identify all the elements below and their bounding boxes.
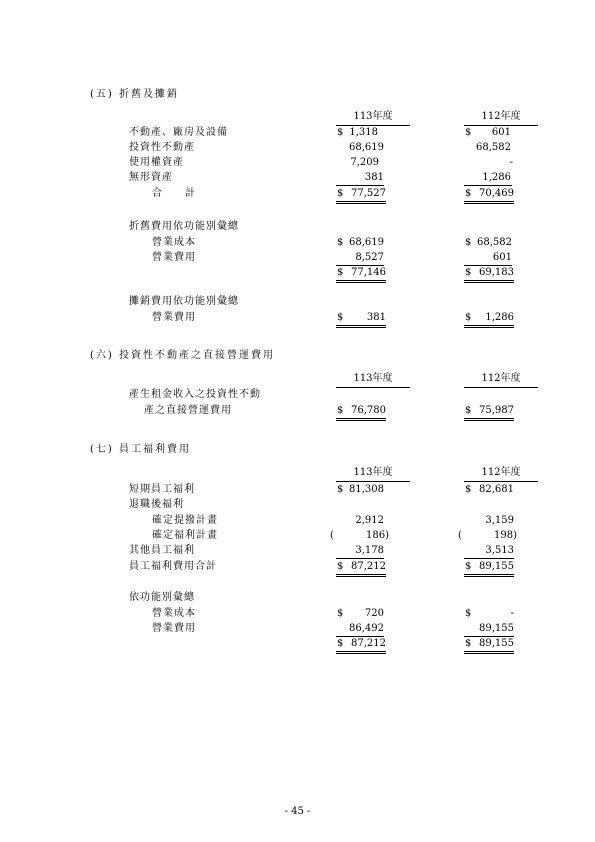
year-header-prior: 112年度 <box>481 111 521 122</box>
subtotal-rule <box>336 558 384 559</box>
currency-sign: $ <box>465 608 472 619</box>
year-header-current: 113年度 <box>353 111 393 122</box>
amount-current: 1,318 <box>349 127 378 138</box>
total-double-rule <box>464 325 514 328</box>
currency-sign: $ <box>465 638 472 649</box>
row-label: 確定提撥計畫 <box>152 515 218 526</box>
year-header-prior: 112年度 <box>481 467 521 478</box>
row-label: 使用權資產 <box>129 157 184 168</box>
row-label: 營業費用 <box>152 252 196 263</box>
amount-prior: 601 <box>492 252 512 263</box>
total-double-rule <box>464 201 514 204</box>
row-label: 營業成本 <box>152 608 196 619</box>
amount-current: 68,619 <box>349 237 384 248</box>
amount-prior: 75,987 <box>479 405 514 416</box>
currency-sign: $ <box>337 267 344 278</box>
page-number: - 45 - <box>284 806 311 817</box>
open-paren: ( <box>330 530 334 541</box>
amount-prior: 82,681 <box>479 484 514 495</box>
row-label: 營業成本 <box>152 237 196 248</box>
row-label: 投資性不動產 <box>129 142 195 153</box>
currency-sign: $ <box>337 561 344 572</box>
amount-prior: 68,582 <box>476 142 511 153</box>
amount-current: 186) <box>366 530 389 541</box>
amount-current: 381 <box>364 172 384 183</box>
amount-prior: 198) <box>494 530 517 541</box>
amount-current: 2,912 <box>355 515 384 526</box>
subtotal-rule <box>336 185 384 186</box>
row-label: 短期員工福利 <box>129 484 195 495</box>
currency-sign: $ <box>337 237 344 248</box>
amount-prior: 601 <box>491 127 511 138</box>
amount-current: 381 <box>366 312 386 323</box>
amount-prior: 1,286 <box>482 172 511 183</box>
row-label: 確定福利計畫 <box>152 530 218 541</box>
currency-sign: $ <box>465 484 472 495</box>
amount-current: 3,178 <box>355 545 384 556</box>
section-5-title: (五) 折舊及攤銷 <box>90 89 179 100</box>
amount-current: 8,527 <box>355 252 384 263</box>
subtotal-rule <box>336 636 384 637</box>
header-rule <box>464 125 538 126</box>
amount-prior: 3,513 <box>485 545 514 556</box>
amount-current: 7,209 <box>350 157 379 168</box>
subtotal-rule <box>464 636 514 637</box>
row-label: 其他員工福利 <box>129 545 195 556</box>
amount-prior: 70,469 <box>479 188 514 199</box>
currency-sign: $ <box>465 267 472 278</box>
row-label-line-2: 產之直接營運費用 <box>144 405 232 416</box>
total-double-rule <box>336 280 386 283</box>
open-paren: ( <box>458 530 462 541</box>
row-label: 營業費用 <box>152 623 196 634</box>
header-rule <box>336 481 410 482</box>
total-double-rule <box>336 201 386 204</box>
currency-sign: $ <box>465 188 472 199</box>
subsection-title: 依功能別彙總 <box>129 592 195 603</box>
amount-current: 76,780 <box>351 405 386 416</box>
total-double-rule <box>336 651 386 654</box>
row-label: 退職後福利 <box>129 499 184 510</box>
currency-sign: $ <box>337 405 344 416</box>
total-double-rule <box>464 651 514 654</box>
header-rule <box>464 481 538 482</box>
currency-sign: $ <box>337 188 344 199</box>
row-label-line-1: 產生租金收入之投資性不動 <box>129 389 261 400</box>
total-double-rule <box>336 418 386 421</box>
currency-sign: $ <box>337 608 344 619</box>
total-double-rule <box>464 418 514 421</box>
total-label: 合 計 <box>152 188 196 199</box>
year-header-current: 113年度 <box>353 467 393 478</box>
section-6-title: (六) 投資性不動產之直接營運費用 <box>90 350 275 361</box>
amount-prior: 89,155 <box>479 561 514 572</box>
currency-sign: $ <box>337 312 344 323</box>
subsection-title: 攤銷費用依功能別彙總 <box>129 296 239 307</box>
amount-prior: - <box>510 608 514 619</box>
amount-current: 81,308 <box>349 484 384 495</box>
currency-sign: $ <box>337 127 344 138</box>
subtotal-rule <box>464 265 512 266</box>
amount-current: 720 <box>364 608 384 619</box>
amount-current: 86,492 <box>349 623 384 634</box>
currency-sign: $ <box>337 484 344 495</box>
row-label: 不動產、廠房及設備 <box>129 127 228 138</box>
amount-prior: 89,155 <box>479 638 514 649</box>
amount-prior: 3,159 <box>485 515 514 526</box>
year-header-prior: 112年度 <box>481 373 521 384</box>
section-7-title: (七) 員工福利費用 <box>90 444 191 455</box>
amount-current: 77,146 <box>351 267 386 278</box>
total-double-rule <box>464 280 514 283</box>
amount-current: 77,527 <box>351 188 386 199</box>
total-label: 員工福利費用合計 <box>129 561 217 572</box>
currency-sign: $ <box>465 561 472 572</box>
header-rule <box>336 387 410 388</box>
currency-sign: $ <box>465 127 472 138</box>
header-rule <box>464 387 538 388</box>
amount-prior: 89,155 <box>479 623 514 634</box>
amount-prior: 69,183 <box>479 267 514 278</box>
amount-current: 87,212 <box>351 561 386 572</box>
total-double-rule <box>464 574 514 577</box>
currency-sign: $ <box>465 312 472 323</box>
total-double-rule <box>336 325 386 328</box>
amount-current: 68,619 <box>349 142 384 153</box>
currency-sign: $ <box>465 405 472 416</box>
amount-prior: 1,286 <box>485 312 514 323</box>
year-header-current: 113年度 <box>353 373 393 384</box>
subtotal-rule <box>464 558 514 559</box>
row-label: 無形資產 <box>129 172 173 183</box>
amount-prior: 68,582 <box>477 237 512 248</box>
amount-prior: - <box>509 157 513 168</box>
header-rule <box>336 125 410 126</box>
total-double-rule <box>336 574 386 577</box>
subtotal-rule <box>464 185 512 186</box>
currency-sign: $ <box>337 638 344 649</box>
currency-sign: $ <box>465 237 472 248</box>
subtotal-rule <box>336 265 384 266</box>
subsection-title: 折舊費用依功能別彙總 <box>129 221 239 232</box>
row-label: 營業費用 <box>152 312 196 323</box>
amount-current: 87,212 <box>351 638 386 649</box>
